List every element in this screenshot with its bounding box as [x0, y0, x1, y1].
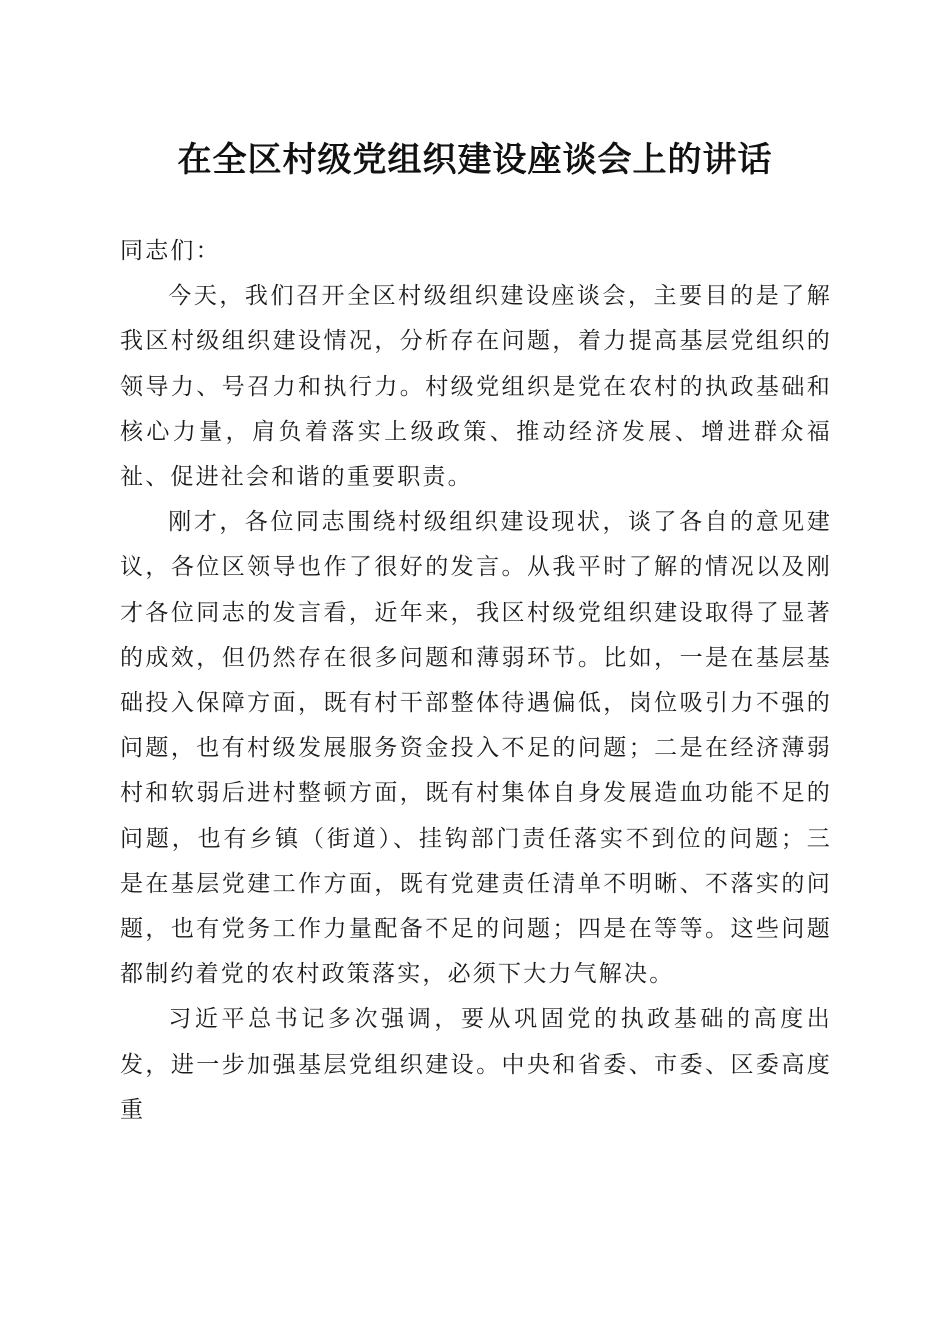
- paragraph-problems: 刚才，各位同志围绕村级组织建设现状，谈了各自的意见建议，各位区领导也作了很好的发言。从我平时了解的情况以及刚才各位同志的发言看，近年来，我区村级党组织建设取得了显著的成效，但仍然存在很多问题和薄弱环节。比如，一是在基层基础投入保障方面，既有村干部整体待遇偏低，岗位吸引力不强的问题，也有村级发展服务资金投入不足的问题；二是在经济薄弱村和软弱后进村整顿方面，既有村集体自身发展造血功能不足的问题，也有乡镇（街道）、挂钩部门责任落实不到位的问题；三是在基层党建工作方面，既有党建责任清单不明晰、不落实的问题，也有党务工作力量配备不足的问题；四是在等等。这些问题都制约着党的农村政策落实，必须下大力气解决。: [120, 509, 832, 988]
- document-title: 在全区村级党组织建设座谈会上的讲话: [177, 140, 773, 180]
- document-body: [120, 229, 832, 1133]
- paragraph-opening: 今天，我们召开全区村级组织建设座谈会，主要目的是了解我区村级组织建设情况，分析存在问题，着力提高基层党组织的领导力、号召力和执行力。村级党组织是党在农村的执政基础和核心力量，肩负着落实上级政策、推动经济发展、增进群众福祉、促进社会和谐的重要职责。: [120, 283, 832, 491]
- greeting: 同志们：: [120, 238, 221, 264]
- paragraph-xi-emphasis: 习近平总书记多次强调，要从巩固党的执政基础的高度出发，进一步加强基层党组织建设。中央和省委、市委、区委高度重: [120, 1006, 832, 1123]
